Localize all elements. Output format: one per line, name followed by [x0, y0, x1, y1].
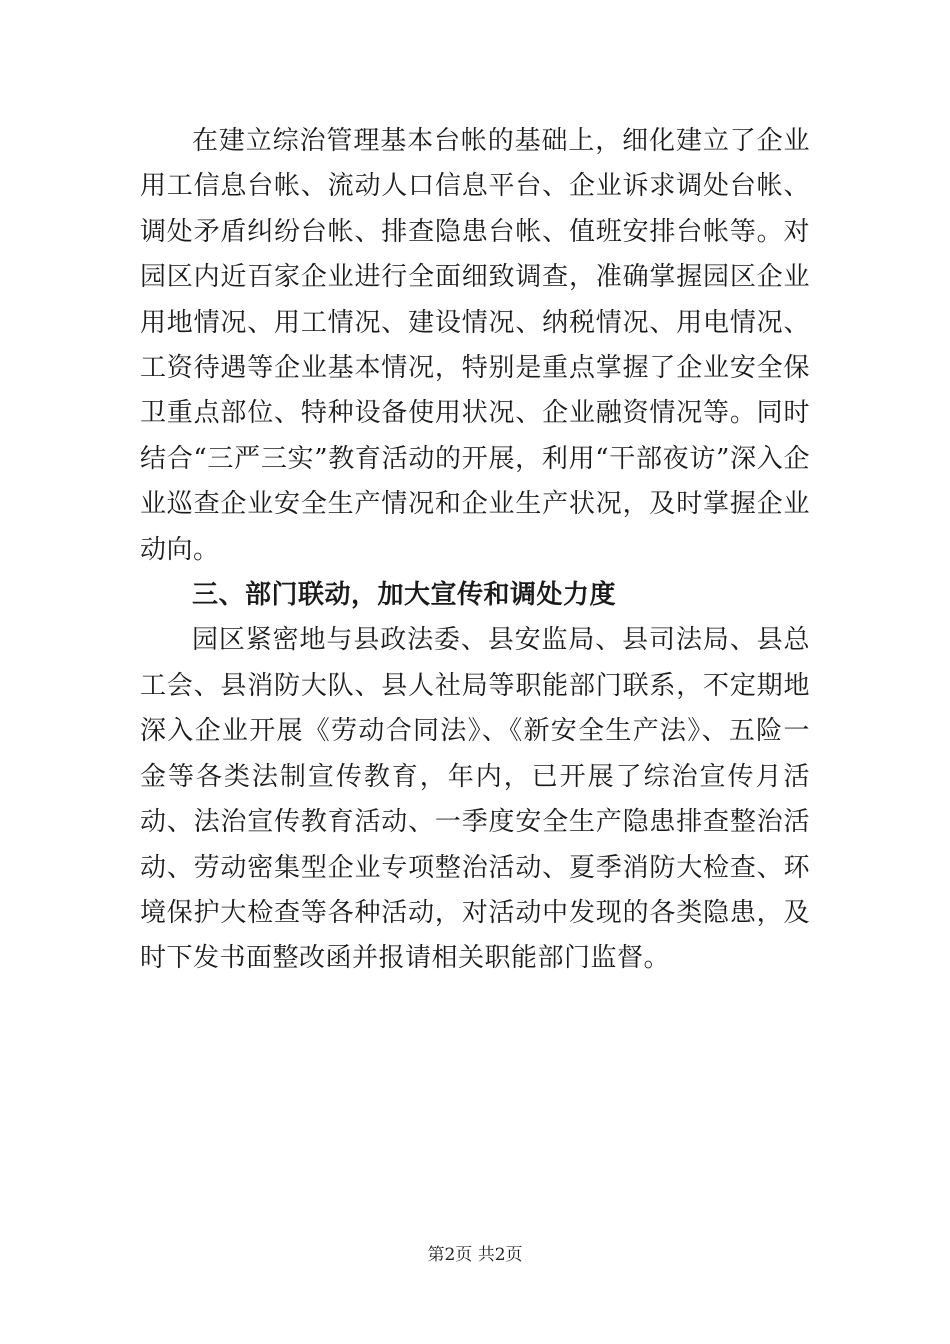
page-footer: 第2页 共2页	[427, 1245, 523, 1265]
paragraph-departments: 园区紧密地与县政法委、县安监局、县司法局、县总工会、县消防大队、县人社局等职能部门联系，不定期地深入企业开展《劳动合同法》、《新安全生产法》、五险一金等各类法制宣传教育，年内，已开展了综治宣传月活动、法治宣传教育活动、一季度安全生产隐患排查整治活动、劳动密集型企业专项整治活动、夏季消防大检查、环境保护大检查等各种活动，对活动中发现的各类隐患，及时下发书面整改函并报请相关职能部门监督。	[140, 625, 810, 974]
paragraph-ledger: 在建立综治管理基本台帐的基础上，细化建立了企业用工信息台帐、流动人口信息平台、企业诉求调处台帐、调处矛盾纠纷台帐、排查隐患台帐、值班安排台帐等。对园区内近百家企业进行全面细致调查，准确掌握园区企业用地情况、用工情况、建设情况、纳税情况、用电情况、工资待遇等企业基本情况，特别是重点掌握了企业安全保卫重点部位、特种设备使用状况、企业融资情况等。同时结合“三严三实”教育活动的开展，利用“干部夜访”深入企业巡查企业安全生产情况和企业生产状况，及时掌握企业动向。	[140, 126, 810, 565]
section-heading: 三、部门联动，加大宣传和调处力度	[192, 580, 617, 611]
document-body	[140, 119, 810, 982]
